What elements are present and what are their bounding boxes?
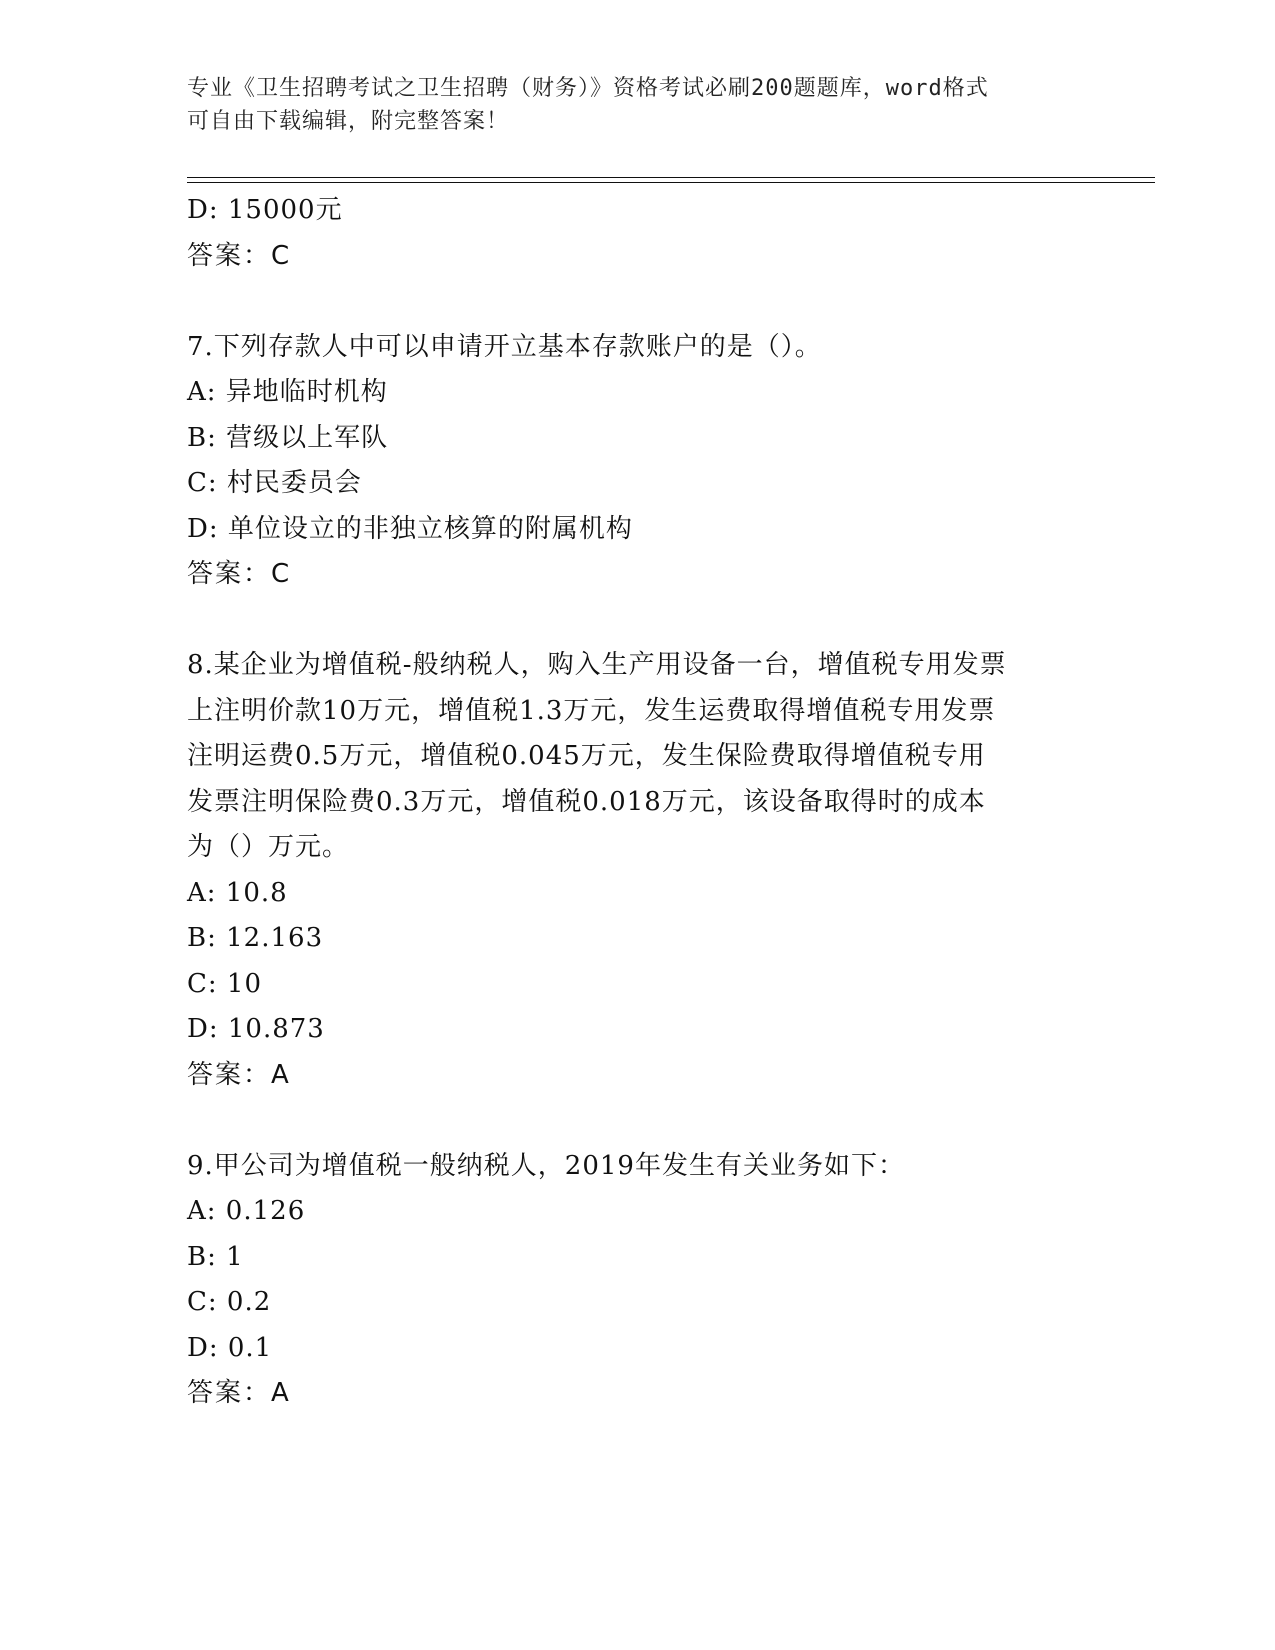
option-c: C: 村民委员会 bbox=[187, 468, 362, 498]
option-d: D: 10.873 bbox=[187, 1014, 325, 1044]
document-header bbox=[187, 72, 1067, 138]
option-a: A: 0.126 bbox=[187, 1196, 306, 1226]
spacer bbox=[187, 598, 1087, 644]
header-divider-top bbox=[187, 177, 1155, 178]
answer-line: 答案：C bbox=[187, 240, 292, 271]
question-stem bbox=[187, 325, 1087, 371]
spacer bbox=[187, 1098, 1087, 1144]
option-b: B: 1 bbox=[187, 1241, 244, 1272]
prev-question-tail bbox=[187, 188, 1087, 279]
option-c: C: 10 bbox=[187, 968, 263, 999]
answer-line: 答案：A bbox=[187, 1059, 291, 1090]
answer-line: 答案：A bbox=[187, 1378, 291, 1408]
header-line-2: 可自由下载编辑，附完整答案！ bbox=[187, 109, 510, 134]
question-8 bbox=[187, 643, 1087, 1098]
option-c: C: 0.2 bbox=[187, 1287, 272, 1317]
question-stem-line: 发票注明保险费0.3万元，增值税0.018万元，该设备取得时的成本 bbox=[187, 786, 986, 817]
question-stem-line: 注明运费0.5万元，增值税0.045万元，发生保险费取得增值税专用 bbox=[187, 741, 986, 771]
option-b: B: 12.163 bbox=[187, 923, 324, 953]
question-9 bbox=[187, 1144, 1087, 1417]
question-list bbox=[187, 188, 1087, 1417]
option-d: D: 15000元 bbox=[187, 195, 343, 225]
header-divider-bottom bbox=[187, 182, 1155, 183]
option-b: B: 营级以上军队 bbox=[187, 422, 389, 453]
option-d: D: 0.1 bbox=[187, 1332, 273, 1363]
option-a: A: 10.8 bbox=[187, 877, 288, 908]
question-stem bbox=[187, 1144, 1087, 1190]
question-stem-line: 8.某企业为增值税-般纳税人，购入生产用设备一台，增值税专用发票 bbox=[187, 650, 1007, 680]
header-line-1: 专业《卫生招聘考试之卫生招聘（财务）》资格考试必刷200题题库，word格式 bbox=[187, 76, 989, 101]
spacer bbox=[187, 279, 1087, 325]
option-a: A: 异地临时机构 bbox=[187, 377, 388, 407]
question-stem bbox=[187, 643, 1087, 871]
question-stem-line: 上注明价款10万元，增值税1.3万元，发生运费取得增值税专用发票 bbox=[187, 695, 996, 726]
answer-line: 答案：C bbox=[187, 559, 292, 589]
question-stem-line: 为（）万元。 bbox=[187, 832, 350, 862]
option-d: D: 单位设立的非独立核算的附属机构 bbox=[187, 513, 633, 544]
question-7 bbox=[187, 325, 1087, 598]
question-stem-line: 9.甲公司为增值税一般纳税人，2019年发生有关业务如下： bbox=[187, 1150, 905, 1181]
question-stem-line: 7.下列存款人中可以申请开立基本存款账户的是（）。 bbox=[187, 331, 822, 362]
